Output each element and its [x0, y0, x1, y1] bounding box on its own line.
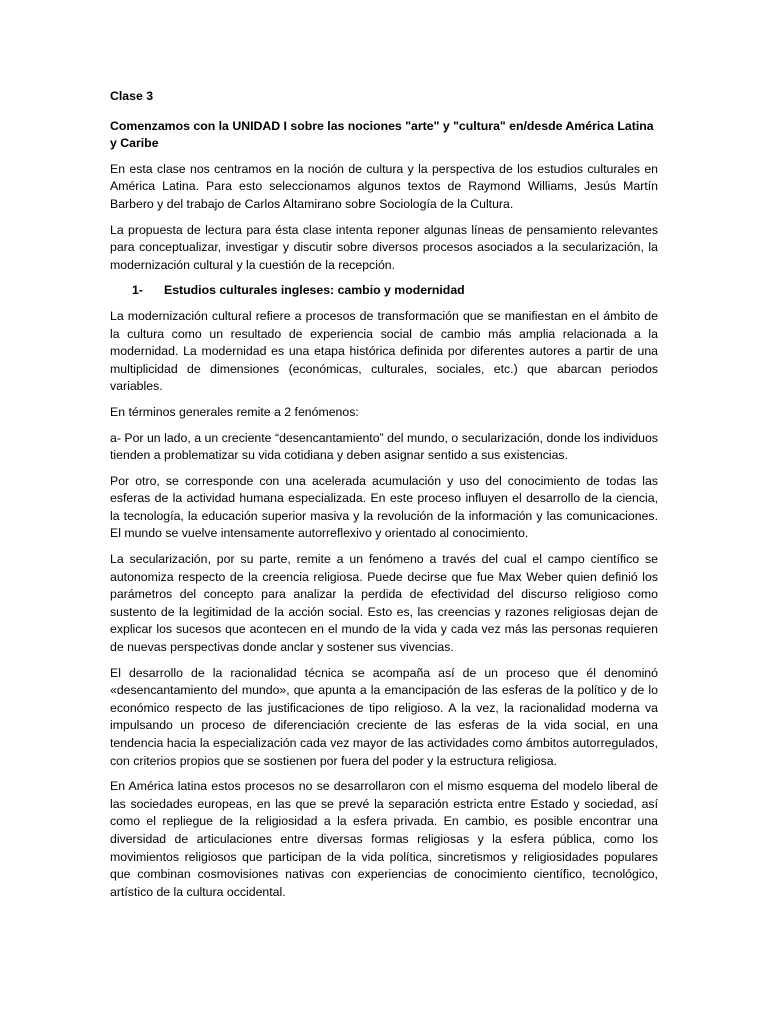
body-paragraph-6: El desarrollo de la racionalidad técnica se acompaña así de un proceso que él denominó «desencantamiento del mundo», que apunta a la emancipación de las esferas de la político y de lo económico respecto de las justificaciones de tipo religioso. A la vez, la racionalidad moderna va impulsando un proceso de diferenciación creciente de las esferas de la vida social, en una tendencia hacia la especialización cada vez mayor de las actividades como ámbitos autorregulados, con criterios propios que se sostienen por fuera del poder y la estructura religiosa.: [110, 665, 658, 768]
section-heading-1: [110, 282, 658, 300]
body-paragraph-1: La modernización cultural refiere a procesos de transformación que se manifiestan en el ámbito de la cultura como un resultado de experiencia social de cambio más amplia relacionada a la modernidad. La modernidad es una etapa histórica definida por diferentes autores a partir de una multiplicidad de dimensiones (económicas, culturales, sociales, etc.) que abarcan periodos variables.: [110, 308, 658, 394]
body-paragraph-7: En América latina estos procesos no se desarrollaron con el mismo esquema del modelo liberal de las sociedades europeas, en las que se prevé la separación estricta entre Estado y sociedad, así como el repliegue de la religiosidad a la esfera privada. En cambio, es posible encontrar una diversidad de articulaciones entre diversas formas religiosas y la esfera pública, como los movimientos religiosos que participan de la vida política, sincretismos y religiosidades populares que combinan cosmovisiones nativas con experiencias de conocimiento científico, tecnológico, artístico de la cultura occidental.: [110, 779, 658, 899]
unit-title: Comenzamos con la UNIDAD I sobre las nociones "arte" y "cultura" en/desde América Latina y Caribe: [110, 118, 654, 151]
body-paragraph-2: En términos generales remite a 2 fenómenos:: [110, 404, 359, 419]
body-paragraph-4: Por otro, se corresponde con una acelerada acumulación y uso del conocimiento de todas las esferas de la actividad humana especializada. En este proceso influyen el desarrollo de la ciencia, la tecnología, la educación superior masiva y la revolución de la información y las comunicaciones. El mundo se vuelve intensamente autorreflexivo y orientado al conocimiento.: [110, 473, 658, 541]
body-paragraph-3: a- Por un lado, a un creciente “desencantamiento” del mundo, o secularización, donde los individuos tienden a problematizar su vida cotidiana y deben asignar sentido a sus existencias.: [110, 430, 658, 463]
class-title: Clase 3: [110, 89, 154, 103]
body-paragraph-5: La secularización, por su parte, remite a un fenómeno a través del cual el campo científico se autonomiza respecto de la creencia religiosa. Puede decirse que fue Max Weber quien definió los parámetros del concepto para analizar la perdida de efectividad del discurso religioso como sustento de la legitimidad de la acción social. Esto es, las creencias y razones religiosas dejan de explicar los sucesos que acontecen en el mundo de la vida y cada vez más las personas requieren de nuevas perspectivas donde anclar y sostener sus vivencias.: [110, 552, 658, 655]
intro-paragraph-2: La propuesta de lectura para ésta clase intenta reponer algunas líneas de pensamiento relevantes para conceptualizar, investigar y discutir sobre diversos procesos asociados a la secularización, la modernización cultural y la cuestión de la recepción.: [110, 222, 658, 272]
document-page: [110, 88, 658, 909]
section-title: Estudios culturales ingleses: cambio y modernidad: [164, 283, 465, 298]
intro-paragraph-1: En esta clase nos centramos en la noción de cultura y la perspectiva de los estudios culturales en América Latina. Para esto seleccionamos algunos textos de Raymond Williams, Jesús Martín Barbero y del trabajo de Carlos Altamirano sobre Sociología de la Cultura.: [110, 161, 658, 211]
section-number: 1-: [132, 283, 143, 298]
